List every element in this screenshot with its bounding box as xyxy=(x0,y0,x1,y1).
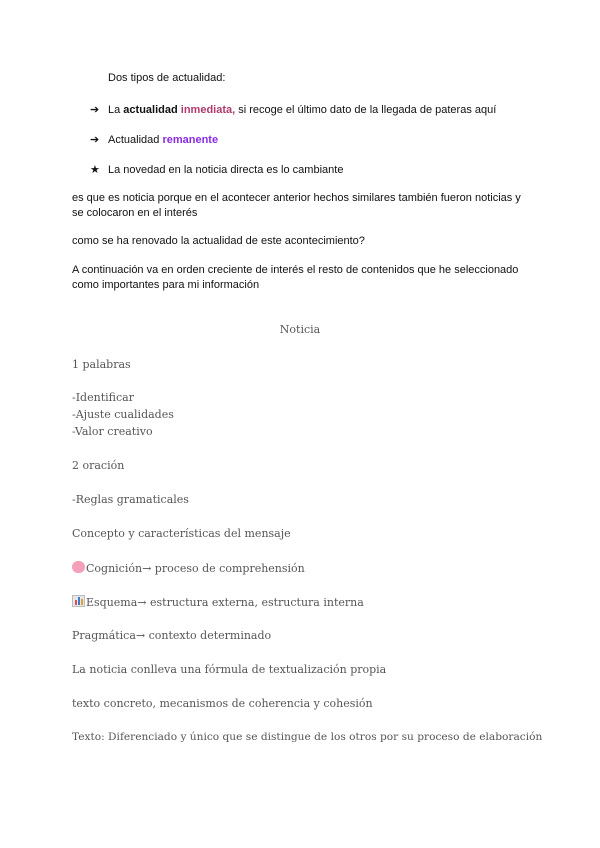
bullet2-highlight: remanente xyxy=(162,134,219,146)
note-esquema-text: Esquema→ estructura externa, estructura interna xyxy=(86,596,364,609)
note-cognicion xyxy=(72,561,305,575)
paragraph-continuacion-line1: A continuación va en orden creciente de interés el resto de contenidos que he seleccionado xyxy=(72,264,519,276)
note-identificar: -Identificar xyxy=(72,391,134,404)
bullet1-bold: actualidad xyxy=(123,104,178,116)
heading-tipos: Dos tipos de actualidad: xyxy=(108,72,226,84)
note-formula: La noticia conlleva una fórmula de textualización propia xyxy=(72,663,387,676)
note-reglas: -Reglas gramaticales xyxy=(72,493,189,506)
paragraph-renovado: como se ha renovado la actualidad de este acontecimiento? xyxy=(72,235,365,247)
paragraph-continuacion-line2: como importantes para mi información xyxy=(72,279,260,291)
arrow-right-icon: ➔ xyxy=(90,104,100,116)
paragraph-noticia-line2: se colocaron en el interés xyxy=(72,207,198,219)
note-esquema xyxy=(72,595,364,609)
note-ajuste: -Ajuste cualidades xyxy=(72,408,174,421)
note-palabras: 1 palabras xyxy=(72,358,131,371)
bullet1-rest: si recoge el último dato de la llegada de pateras aquí xyxy=(235,104,497,116)
note-texto-concreto: texto concreto, mecanismos de coherencia y cohesión xyxy=(72,697,373,710)
bar-chart-icon xyxy=(72,595,85,607)
note-oracion: 2 oración xyxy=(72,459,125,472)
arrow-right-icon: ➔ xyxy=(90,134,100,146)
note-cognicion-text: Cognición→ proceso de comprehensión xyxy=(86,562,305,575)
section-title-noticia: Noticia xyxy=(279,323,321,336)
bullet1-highlight: inmediata, xyxy=(180,104,236,116)
note-pragmatica: Pragmática→ contexto determinado xyxy=(72,629,272,642)
bullet-actualidad-inmediata xyxy=(90,103,496,116)
bullet1-pre: La xyxy=(108,104,124,116)
brain-icon xyxy=(72,561,85,573)
note-valor: -Valor creativo xyxy=(72,425,153,438)
star-icon: ★ xyxy=(90,164,100,176)
note-concepto: Concepto y características del mensaje xyxy=(72,527,291,540)
bullet3-text: La novedad en la noticia directa es lo cambiante xyxy=(108,164,344,176)
bullet-actualidad-remanente xyxy=(90,133,218,146)
note-texto-diferenciado: Texto: Diferenciado y único que se distingue de los otros por su proceso de elaboración xyxy=(72,731,543,743)
bullet-novedad xyxy=(90,163,343,176)
bullet2-pre: Actualidad xyxy=(108,134,163,146)
paragraph-noticia-line1: es que es noticia porque en el acontecer anterior hechos similares también fueron noticias y xyxy=(72,192,521,204)
